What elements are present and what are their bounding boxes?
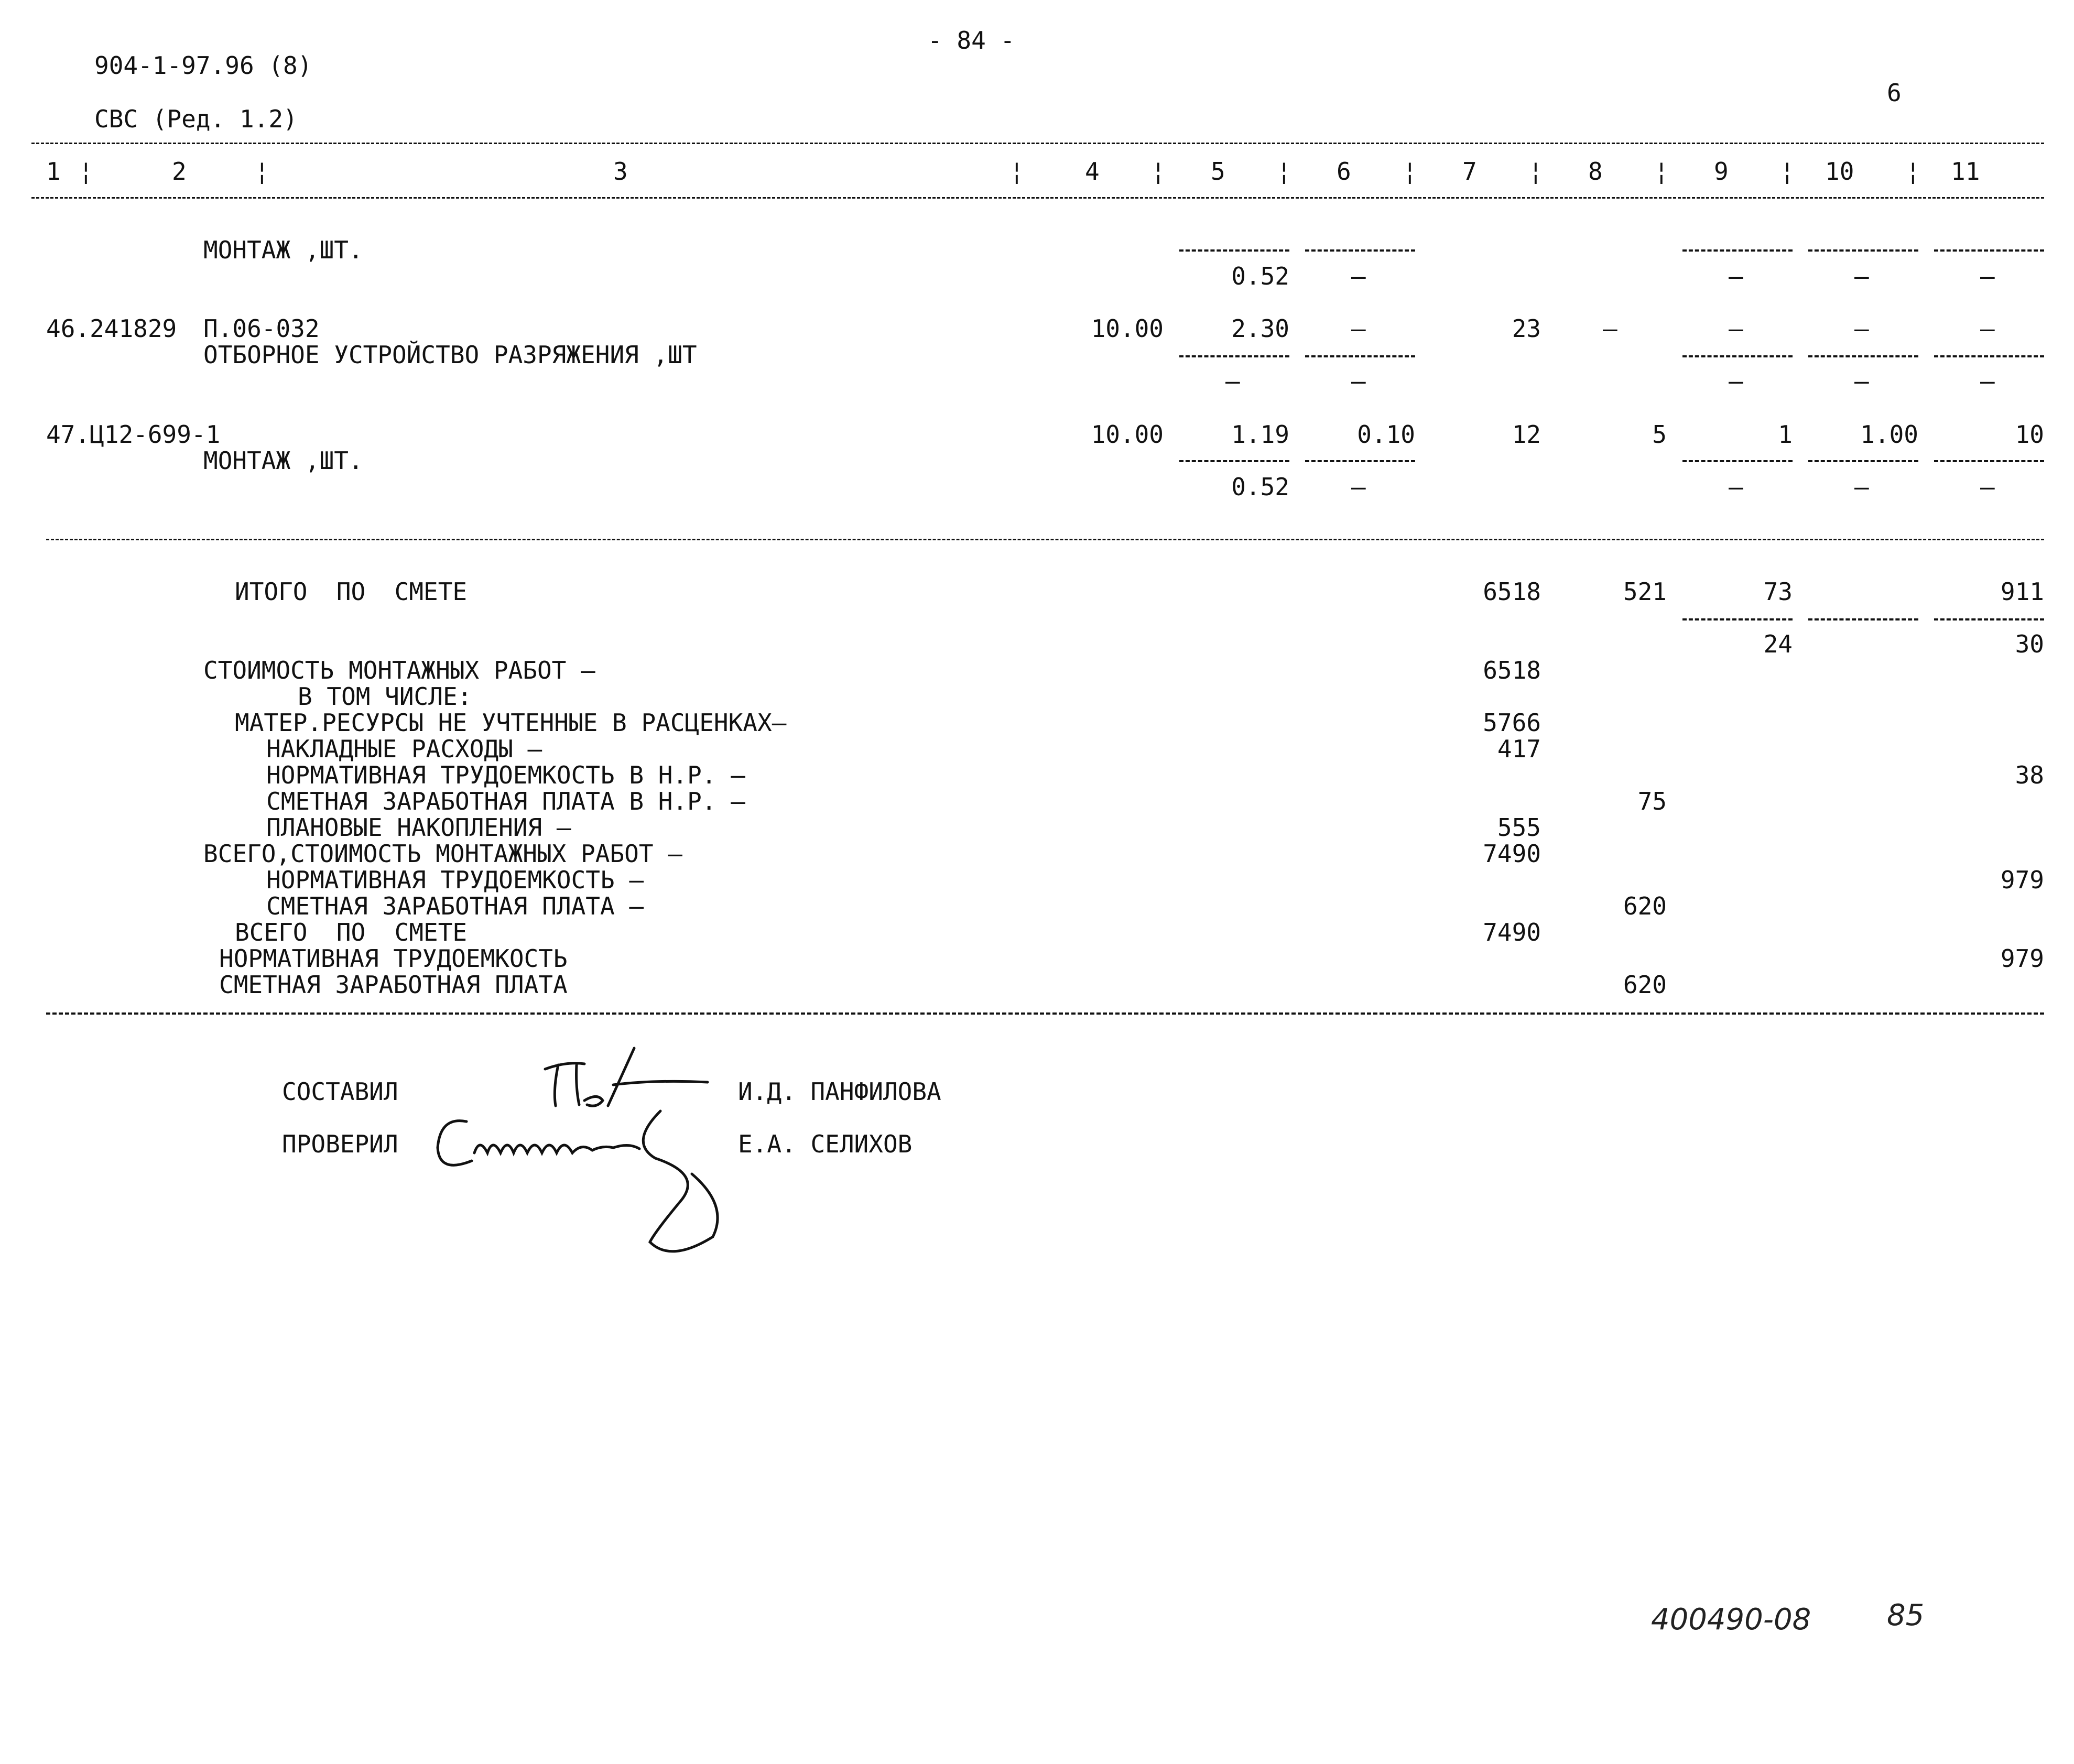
cell-c4: 10.00 — [1091, 314, 1164, 343]
cell-c6-sub: – — [1351, 473, 1366, 501]
col-separator: ¦ — [1780, 157, 1795, 186]
archive-stamp-code: 400490-08 — [1651, 1603, 1811, 1637]
col-header-9: 9 — [1714, 157, 1729, 186]
itogo-c7: 6518 — [1483, 578, 1541, 606]
col-separator: ¦ — [79, 157, 93, 186]
subline — [1808, 355, 1918, 357]
signature-selikhov — [430, 1101, 755, 1258]
col-header-1: 1 — [46, 157, 61, 186]
subline — [1179, 249, 1289, 252]
cell-c10-sub: – — [1854, 473, 1869, 501]
cell-c11: 10 — [2015, 420, 2044, 449]
cell-c5-sub: 0.52 — [1231, 473, 1289, 501]
compiled-label: СОСТАВИЛ — [282, 1077, 398, 1106]
cell-c5-sub: 0.52 — [1231, 262, 1289, 290]
total-line-c11: 38 — [2015, 761, 2044, 789]
subline — [1808, 618, 1918, 620]
end-rule — [46, 1012, 2044, 1015]
itogo-c9-sub: 24 — [1763, 630, 1793, 658]
col-separator: ¦ — [1528, 157, 1543, 186]
col-separator: ¦ — [1009, 157, 1024, 186]
cell-c10-sub: – — [1854, 367, 1869, 395]
itogo-c11-sub: 30 — [2015, 630, 2044, 658]
total-line-label: НОРМАТИВНАЯ ТРУДОЕМКОСТЬ — [219, 944, 568, 973]
cell-c11-sub: – — [1980, 473, 1995, 501]
total-line-c7: 417 — [1497, 735, 1541, 763]
cell-c6-sub: – — [1351, 367, 1366, 395]
total-line-label: НОРМАТИВНАЯ ТРУДОЕМКОСТЬ В Н.Р. – — [266, 761, 745, 789]
page-marker: - 84 - — [928, 26, 1015, 55]
row-code: 46.241829 — [46, 314, 177, 343]
cell-c9-sub: – — [1729, 262, 1743, 290]
itogo-c11: 911 — [2000, 578, 2044, 606]
cell-c4: 10.00 — [1091, 420, 1164, 449]
subline — [1179, 355, 1289, 357]
cell-c7: 23 — [1512, 314, 1541, 343]
archive-stamp-page: 85 — [1887, 1598, 1925, 1632]
cell-c10: – — [1854, 314, 1869, 343]
total-line-c11: 979 — [2000, 944, 2044, 973]
subline — [1808, 249, 1918, 252]
itogo-c9: 73 — [1763, 578, 1793, 606]
cell-c11: – — [1980, 314, 1995, 343]
row-name: МОНТАЖ ,ШТ. — [203, 236, 363, 264]
col-separator: ¦ — [1403, 157, 1417, 186]
cell-c8: 5 — [1652, 420, 1667, 449]
header-rule-top — [31, 143, 2044, 144]
total-line-label: НОРМАТИВНАЯ ТРУДОЕМКОСТЬ – — [266, 866, 644, 894]
col-separator: ¦ — [255, 157, 269, 186]
checked-label: ПРОВЕРИЛ — [282, 1130, 398, 1158]
subline — [1305, 460, 1415, 462]
total-line-c7: 7490 — [1483, 918, 1541, 946]
cell-c6-sub: – — [1351, 262, 1366, 290]
col-header-3: 3 — [613, 157, 628, 186]
total-line-c8: 620 — [1623, 971, 1667, 999]
total-line-label: СМЕТНАЯ ЗАРАБОТНАЯ ПЛАТА В Н.Р. – — [266, 787, 745, 815]
row-name-line2: ОТБОРНОЕ УСТРОЙСТВО РАЗРЯЖЕНИЯ ,ШТ — [203, 341, 697, 369]
col-header-10: 10 — [1825, 157, 1854, 186]
cell-c9-sub: – — [1729, 473, 1743, 501]
sheet-number: 6 — [1887, 79, 1902, 107]
subline — [1934, 355, 2044, 357]
col-separator: ¦ — [1151, 157, 1166, 186]
col-header-5: 5 — [1211, 157, 1225, 186]
subline — [1682, 249, 1793, 252]
cell-c8: – — [1603, 314, 1617, 343]
program-version: СВС (Ред. 1.2) — [94, 105, 298, 133]
checked-name: Е.А. СЕЛИХОВ — [738, 1130, 913, 1158]
total-line-label: ВСЕГО ПО СМЕТЕ — [235, 918, 468, 946]
subline — [1934, 249, 2044, 252]
total-line-label: СМЕТНАЯ ЗАРАБОТНАЯ ПЛАТА — [219, 971, 568, 999]
total-line-c7: 7490 — [1483, 840, 1541, 868]
total-line-label: НАКЛАДНЫЕ РАСХОДЫ – — [266, 735, 542, 763]
cell-c5: 1.19 — [1231, 420, 1289, 449]
col-header-6: 6 — [1337, 157, 1351, 186]
total-line-label: МАТЕР.РЕСУРСЫ НЕ УЧТЕННЫЕ В РАСЦЕНКАХ– — [235, 709, 787, 737]
total-line-c7: 555 — [1497, 813, 1541, 842]
total-line-c7: 5766 — [1483, 709, 1541, 737]
subline — [1934, 460, 2044, 462]
cell-c10: 1.00 — [1860, 420, 1918, 449]
subline — [1934, 618, 2044, 620]
col-header-7: 7 — [1462, 157, 1477, 186]
subline — [1682, 460, 1793, 462]
compiled-name: И.Д. ПАНФИЛОВА — [738, 1077, 941, 1106]
total-line-label: ПЛАНОВЫЕ НАКОПЛЕНИЯ – — [266, 813, 571, 842]
cell-c10-sub: – — [1854, 262, 1869, 290]
col-header-11: 11 — [1951, 157, 1980, 186]
cell-c9: 1 — [1778, 420, 1793, 449]
subline — [1305, 249, 1415, 252]
subline — [1682, 618, 1793, 620]
col-header-8: 8 — [1588, 157, 1603, 186]
cell-c5-sub: – — [1225, 367, 1240, 395]
total-line-label: ВСЕГО,СТОИМОСТЬ МОНТАЖНЫХ РАБОТ – — [203, 840, 682, 868]
total-line-c7: 6518 — [1483, 656, 1541, 684]
col-separator: ¦ — [1654, 157, 1669, 186]
cell-c6: 0.10 — [1357, 420, 1415, 449]
cell-c6: – — [1351, 314, 1366, 343]
row-code: 47.Ц12-699-1 — [46, 420, 221, 449]
row-name: П.06-032 — [203, 314, 320, 343]
row-name: МОНТАЖ ,ШТ. — [203, 447, 363, 475]
cell-c11-sub: – — [1980, 367, 1995, 395]
cell-c9: – — [1729, 314, 1743, 343]
section-rule — [46, 539, 2044, 540]
cell-c5: 2.30 — [1231, 314, 1289, 343]
document-code: 904-1-97.96 (8) — [94, 51, 312, 80]
subline — [1808, 460, 1918, 462]
total-line-label: СМЕТНАЯ ЗАРАБОТНАЯ ПЛАТА – — [266, 892, 644, 920]
cell-c7: 12 — [1512, 420, 1541, 449]
itogo-label: ИТОГО ПО СМЕТЕ — [235, 578, 468, 606]
subline — [1682, 355, 1793, 357]
total-line-label: В ТОМ ЧИСЛЕ: — [298, 682, 472, 711]
cell-c11-sub: – — [1980, 262, 1995, 290]
total-line-label: СТОИМОСТЬ МОНТАЖНЫХ РАБОТ – — [203, 656, 595, 684]
subline — [1179, 460, 1289, 462]
total-line-c11: 979 — [2000, 866, 2044, 894]
col-separator: ¦ — [1277, 157, 1291, 186]
total-line-c8: 75 — [1637, 787, 1667, 815]
total-line-c8: 620 — [1623, 892, 1667, 920]
col-header-2: 2 — [172, 157, 187, 186]
col-separator: ¦ — [1906, 157, 1920, 186]
col-header-4: 4 — [1085, 157, 1100, 186]
header-rule-bottom — [31, 197, 2044, 199]
subline — [1305, 355, 1415, 357]
cell-c9-sub: – — [1729, 367, 1743, 395]
itogo-c8: 521 — [1623, 578, 1667, 606]
